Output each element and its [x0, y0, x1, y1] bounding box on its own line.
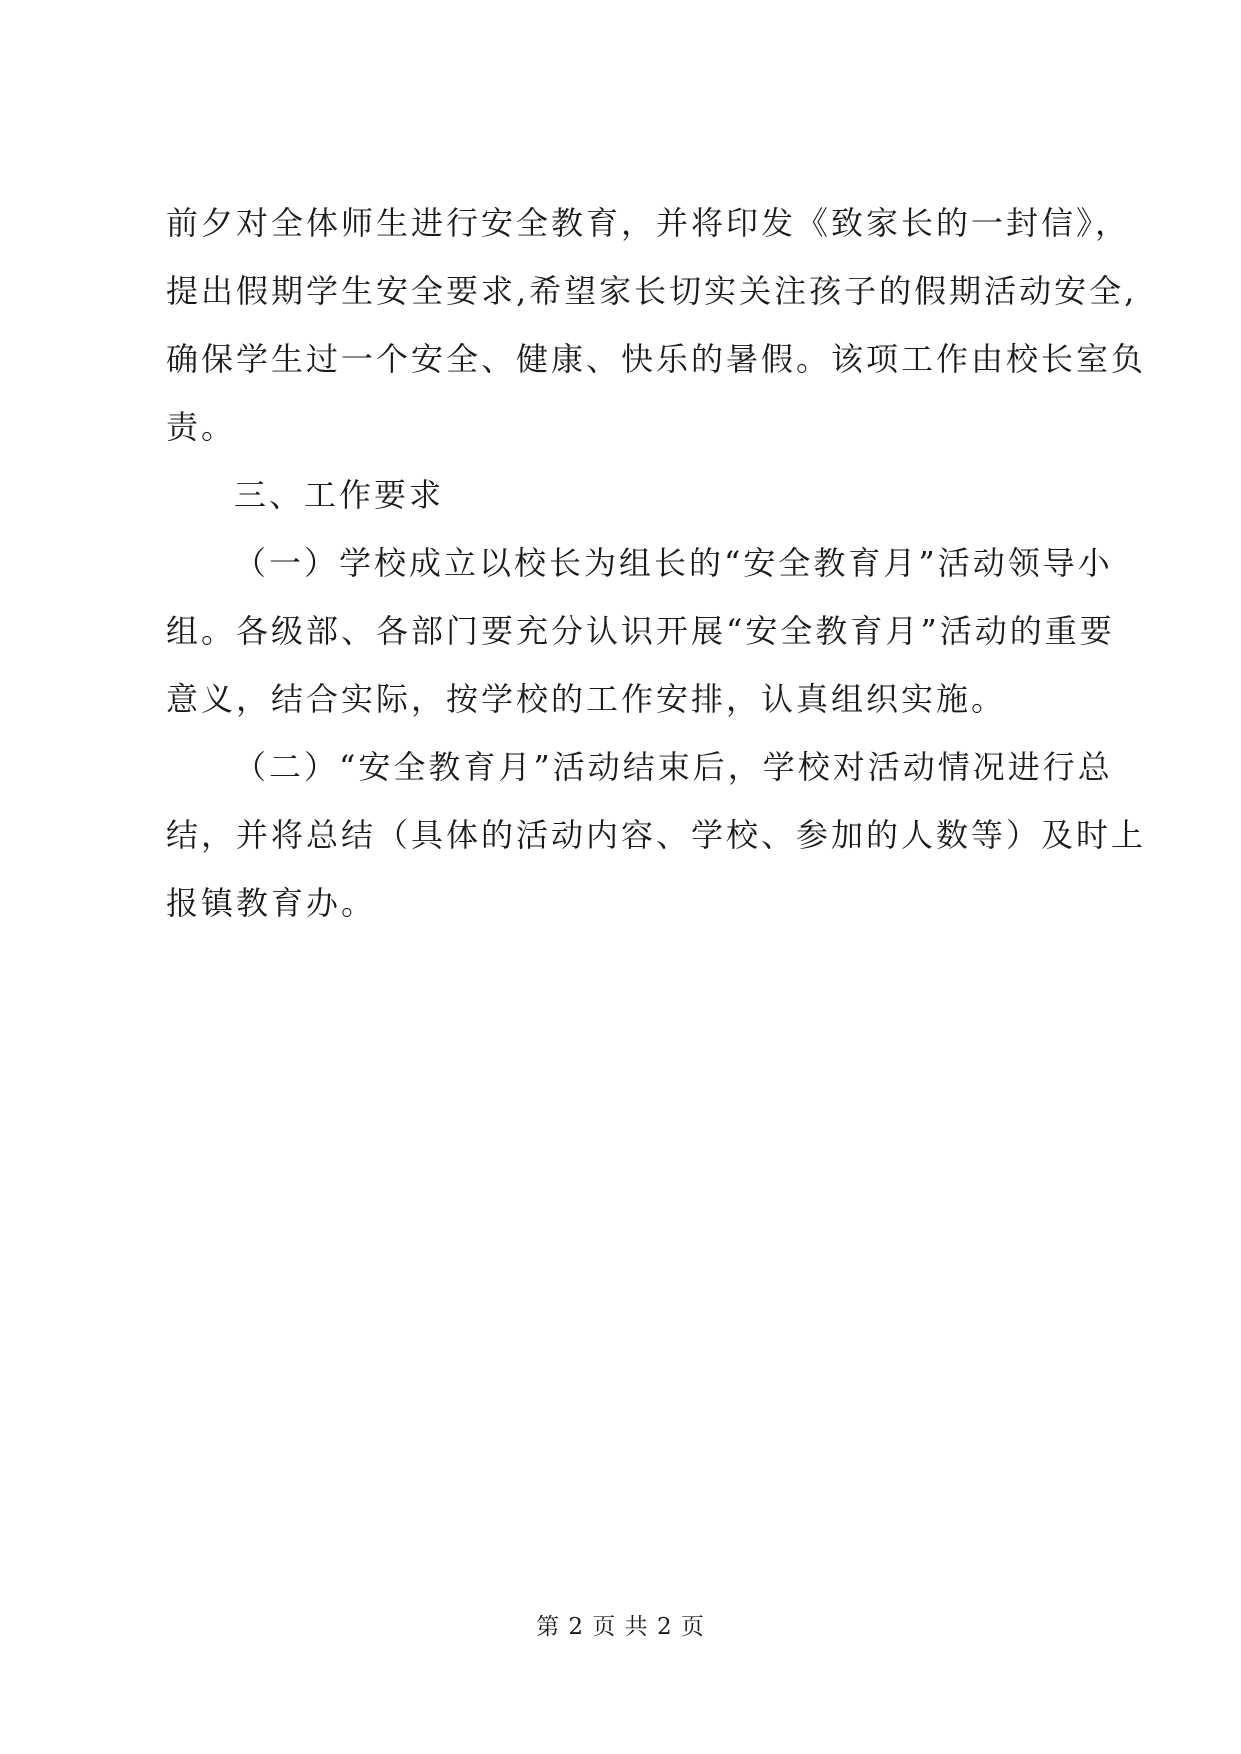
paragraph-line-8: 意义，结合实际，按学校的工作安排，认真组织实施。 — [166, 680, 1007, 718]
paragraph-line-9: （二）“安全教育月”活动结束后，学校对活动情况进行总 — [234, 748, 1113, 786]
paragraph-line-7: 组。各级部、各部门要充分认识开展“安全教育月”活动的重要 — [166, 612, 1115, 650]
paragraph-line-10: 结，并将总结（具体的活动内容、学校、参加的人数等）及时上 — [166, 816, 1147, 854]
paragraph-line-2: 提出假期学生安全要求,希望家长切实关注孩子的假期活动安全, — [166, 272, 1138, 310]
paragraph-line-4: 责。 — [166, 408, 237, 446]
section-heading: 三、工作要求 — [234, 476, 445, 514]
page-number-footer: 第 2 页 共 2 页 — [536, 1614, 705, 1640]
paragraph-line-3: 确保学生过一个安全、健康、快乐的暑假。该项工作由校长室负 — [166, 340, 1147, 378]
paragraph-line-11: 报镇教育办。 — [166, 884, 377, 922]
paragraph-line-6: （一）学校成立以校长为组长的“安全教育月”活动领导小 — [234, 544, 1113, 582]
paragraph-line-1: 前夕对全体师生进行安全教育，并将印发《致家长的一封信》， — [166, 204, 1131, 242]
